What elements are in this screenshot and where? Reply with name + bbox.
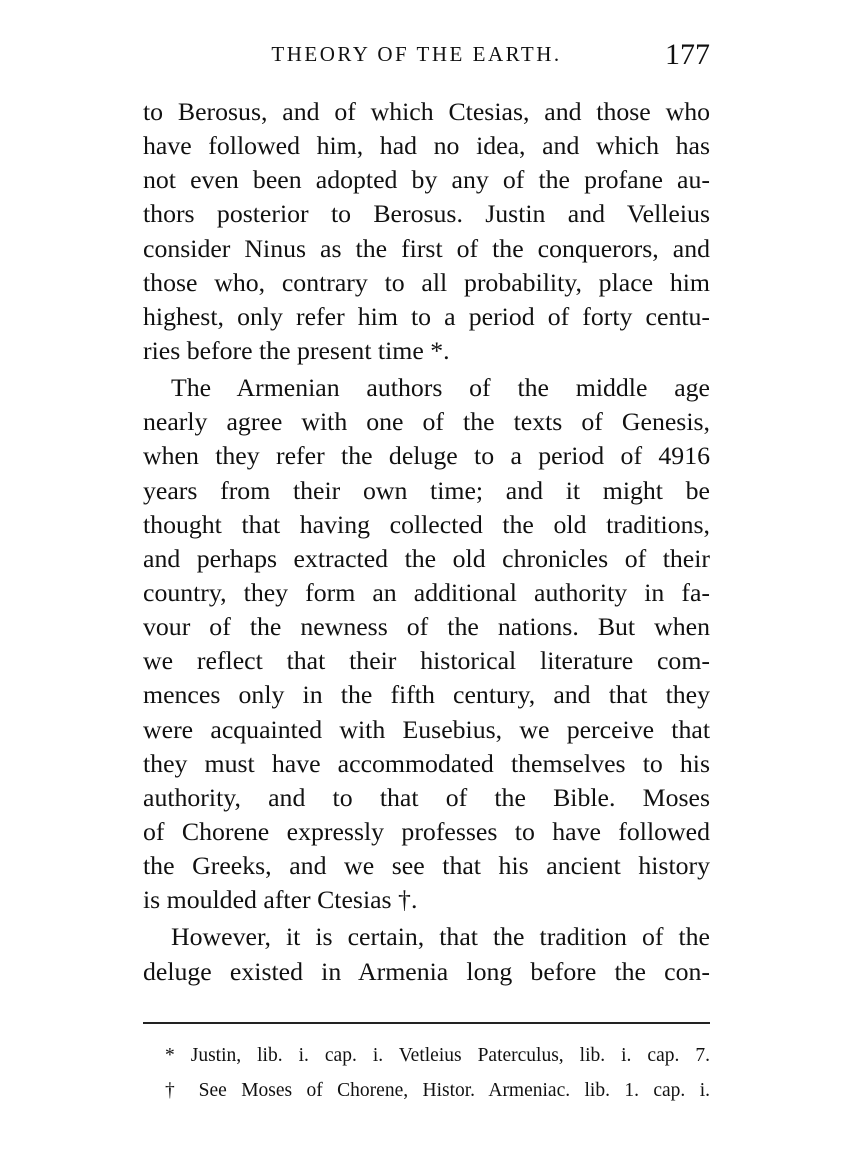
- text-line: and perhaps extracted the old chronicles of their: [143, 543, 710, 573]
- page-number: 177: [665, 38, 710, 71]
- body-text: [143, 95, 710, 989]
- text-line: country, they form an additional authority in fa-: [143, 577, 710, 607]
- text-line: have followed him, had no idea, and which has: [143, 131, 710, 161]
- text-line: we reflect that their historical literature com-: [143, 646, 710, 676]
- footnote-2: † See Moses of Chorene, Histor. Armeniac. lib. 1. cap. i.: [165, 1080, 710, 1101]
- text-line: highest, only refer him to a period of forty centu-: [143, 301, 710, 331]
- text-line: The Armenian authors of the middle age: [171, 373, 710, 403]
- text-line: deluge existed in Armenia long before the con-: [143, 956, 710, 986]
- text-line: mences only in the fifth century, and that they: [143, 680, 710, 710]
- text-line: authority, and to that of the Bible. Moses: [143, 782, 710, 812]
- text-line: consider Ninus as the first of the conquerors, and: [143, 233, 710, 263]
- text-line: those who, contrary to all probability, place him: [143, 267, 710, 297]
- text-line: of Chorene expressly professes to have followed: [143, 816, 710, 846]
- text-line: is moulded after Ctesias †.: [143, 885, 418, 915]
- text-line: the Greeks, and we see that his ancient history: [143, 851, 710, 881]
- text-line: thors posterior to Berosus. Justin and Velleius: [143, 199, 710, 229]
- text-line: However, it is certain, that the tradition of the: [171, 922, 710, 952]
- text-line: not even been adopted by any of the profane au-: [143, 165, 710, 195]
- text-line: were acquainted with Eusebius, we perceive that: [143, 714, 710, 744]
- text-line: ries before the present time *.: [143, 335, 450, 365]
- text-line: nearly agree with one of the texts of Genesis,: [143, 407, 710, 437]
- text-line: vour of the newness of the nations. But when: [143, 612, 710, 642]
- text-line: to Berosus, and of which Ctesias, and those who: [143, 97, 710, 126]
- footnote-rule: [143, 1022, 710, 1024]
- footnote-1: * Justin, lib. i. cap. i. Vetleius Paterculus, lib. i. cap. 7.: [165, 1045, 710, 1066]
- footnotes: [165, 1038, 710, 1108]
- paragraph-2: [143, 371, 710, 917]
- text-line: they must have accommodated themselves to his: [143, 748, 710, 778]
- text-line: thought that having collected the old traditions,: [143, 509, 710, 539]
- paragraph-3: [143, 920, 710, 988]
- text-line: years from their own time; and it might be: [143, 475, 710, 505]
- running-head: [143, 38, 710, 78]
- paragraph-1: [143, 95, 710, 368]
- text-line: when they refer the deluge to a period of 4916: [143, 441, 710, 471]
- running-title: THEORY OF THE EARTH.: [271, 42, 562, 66]
